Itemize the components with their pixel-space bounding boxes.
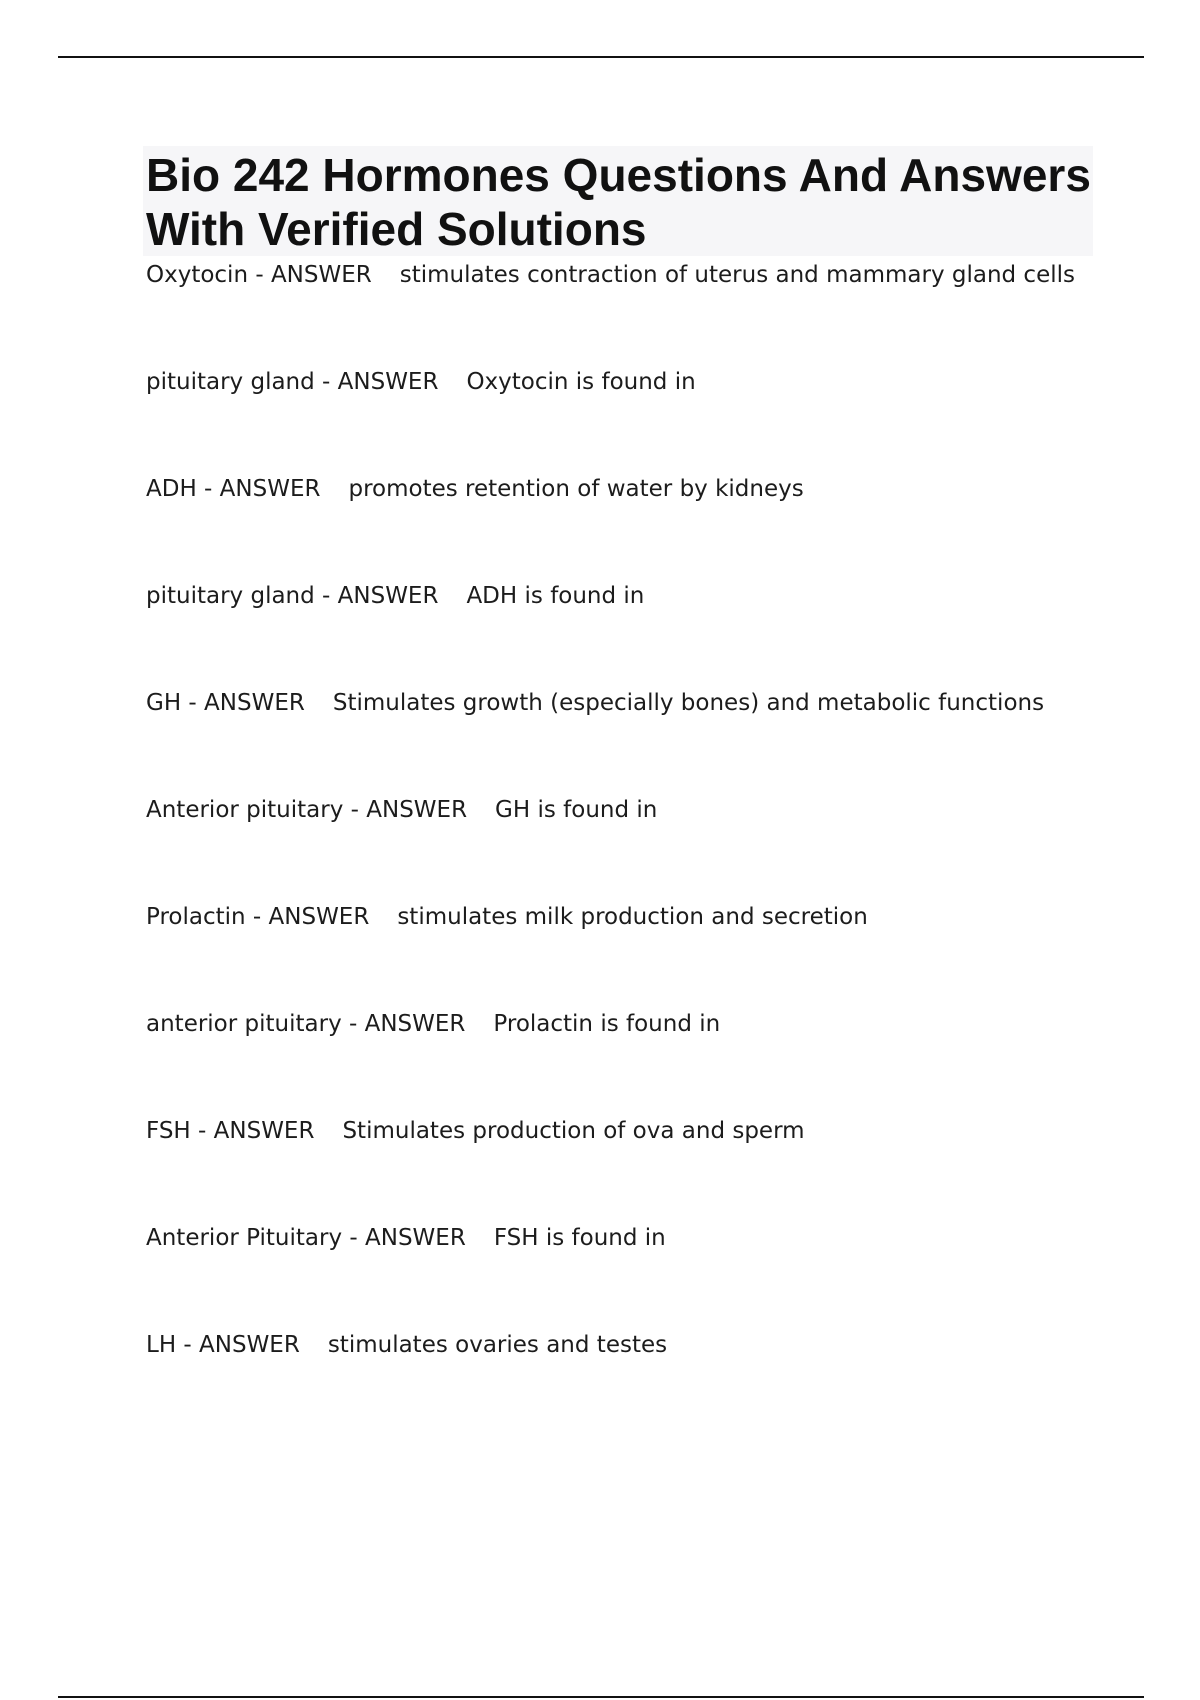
qa-separator: - (248, 262, 271, 288)
qa-term: Prolactin (146, 904, 246, 930)
qa-term: ADH (146, 476, 197, 502)
qa-definition: promotes retention of water by kidneys (348, 476, 804, 502)
qa-term: FSH (146, 1118, 191, 1144)
qa-item (146, 365, 1106, 472)
qa-separator: - (181, 690, 205, 716)
qa-definition: ADH is found in (466, 583, 645, 609)
qa-separator: - (245, 904, 269, 930)
answer-label: ANSWER (270, 262, 372, 288)
answer-label: ANSWER (337, 583, 439, 609)
qa-item (146, 793, 1106, 900)
qa-separator: - (342, 1225, 366, 1251)
qa-separator: - (190, 1118, 214, 1144)
qa-separator: - (314, 583, 338, 609)
qa-separator: - (341, 1011, 365, 1037)
qa-term: pituitary gland (146, 583, 315, 609)
qa-item (146, 900, 1106, 1007)
answer-label: ANSWER (204, 690, 305, 716)
answer-label: ANSWER (219, 476, 321, 502)
qa-term: pituitary gland (146, 369, 315, 395)
bottom-divider (58, 1696, 1144, 1698)
qa-definition: Stimulates production of ova and sperm (342, 1118, 805, 1144)
answer-label: ANSWER (213, 1118, 315, 1144)
answer-label: ANSWER (199, 1332, 300, 1358)
qa-item (146, 1007, 1106, 1114)
title-block (143, 146, 1093, 256)
qa-definition: stimulates contraction of uterus and mammary gland cells (399, 262, 1075, 288)
qa-term: GH (146, 690, 182, 716)
qa-separator: - (314, 369, 338, 395)
qa-definition: GH is found in (495, 797, 658, 823)
qa-definition: Prolactin is found in (493, 1011, 721, 1037)
qa-definition: FSH is found in (493, 1225, 666, 1251)
qa-term: LH (146, 1332, 177, 1358)
qa-definition: Stimulates growth (especially bones) and metabolic functions (332, 690, 1045, 716)
qa-item (146, 579, 1106, 686)
top-divider (58, 56, 1144, 58)
qa-item (146, 686, 1106, 793)
qa-list (146, 258, 1106, 1435)
qa-item (146, 1114, 1106, 1221)
qa-term: anterior pituitary (146, 1011, 342, 1037)
qa-separator: - (176, 1332, 200, 1358)
qa-item (146, 472, 1106, 579)
document-title: Bio 242 Hormones Questions And Answers With Verified Solutions (146, 149, 1091, 255)
qa-definition: stimulates milk production and secretion (397, 904, 868, 930)
answer-label: ANSWER (337, 369, 439, 395)
qa-term: Anterior Pituitary (146, 1225, 343, 1251)
qa-item (146, 258, 1106, 365)
qa-separator: - (196, 476, 220, 502)
qa-term: Anterior pituitary (146, 797, 344, 823)
answer-label: ANSWER (364, 1011, 466, 1037)
answer-label: ANSWER (365, 1225, 466, 1251)
qa-separator: - (343, 797, 367, 823)
qa-definition: Oxytocin is found in (466, 369, 696, 395)
qa-definition: stimulates ovaries and testes (327, 1332, 668, 1358)
qa-item (146, 1328, 1106, 1435)
answer-label: ANSWER (366, 797, 468, 823)
qa-term: Oxytocin (146, 262, 249, 288)
answer-label: ANSWER (268, 904, 370, 930)
qa-item (146, 1221, 1106, 1328)
